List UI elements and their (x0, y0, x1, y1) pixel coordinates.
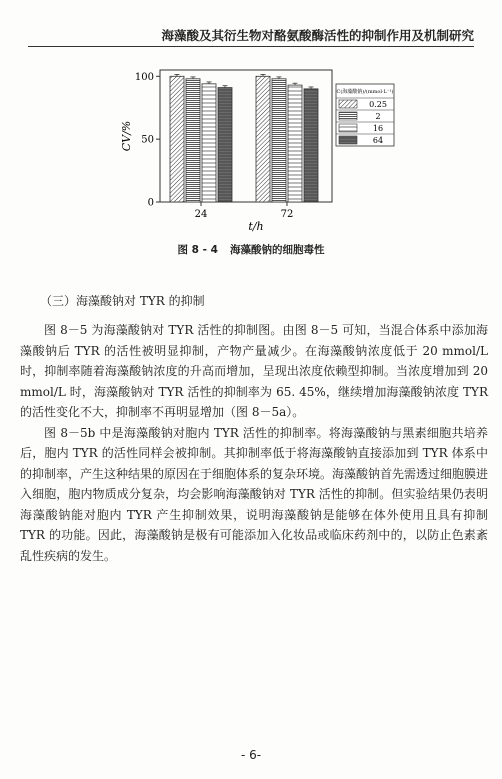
chart-legend (336, 84, 394, 146)
page-number: - 6- (240, 748, 262, 762)
bar (272, 79, 286, 202)
paragraph: 图 8－5 为海藻酸钠对 TYR 活性的抑制图。由图 8－5 可知，当混合体系中添加海藻酸钠后 TYR 的活性被明显抑制，产物产量减少。在海藻酸钠浓度低于 20 mmol/L 时，抑制率随着海藻酸钠浓度的升高而增加，呈现出浓度依赖型抑制。当浓度增加到 20 mmol/L 时，海藻酸钠对 TYR 活性的抑制率为 65. 45%，继续增加海藻酸钠浓度 TYR 的活性变化不大，抑制率不再明显增加（图 8－5a）。 (20, 323, 488, 419)
legend-swatch (339, 136, 357, 144)
bar (218, 88, 232, 202)
y-tick-label: 0 (147, 197, 154, 209)
legend-label: 2 (375, 112, 381, 121)
legend-title: C(海藻酸钠)/(mmol·L⁻¹) (336, 89, 394, 95)
y-axis-label: CV/% (120, 120, 133, 152)
x-axis-label: t/h (248, 220, 264, 233)
paragraph: 图 8－5b 中是海藻酸钠对胞内 TYR 活性的抑制率。将海藻酸钠与黑素细胞共培养后，胞内 TYR 的活性同样会被抑制。其抑制率低于将海藻酸钠直接添加到 TYR 体系中的抑制率，产生这种结果的原因在于细胞体系的复杂环境。海藻酸钠首先需透过细胞膜进入细胞，胞内物质成分复杂，均会影响海藻酸钠对 TYR 活性的抑制。但实验结果仍表明海藻酸钠能对胞内 TYR 产生抑制效果，说明海藻酸钠是能够在体外使用且具有抑制 TYR 的功能。因此，海藻酸钠是极有可能添加入化妆品或临床药剂中的，以防止色素紊乱性疾病的发生。 (20, 425, 489, 563)
x-tick-label: 24 (194, 209, 208, 220)
bar-chart-svg (110, 62, 400, 240)
y-tick-label: 100 (134, 71, 154, 83)
bar (256, 76, 270, 202)
figure-number: 图 8 - 4 (177, 244, 218, 256)
section-heading: （三）海藻酸钠对 TYR 的抑制 (40, 294, 205, 308)
header-rule (28, 46, 474, 47)
legend-label: 64 (372, 136, 384, 145)
figure-8-4-chart (110, 62, 400, 240)
figure-caption-text: 海藻酸钠的细胞毒性 (229, 244, 325, 256)
running-header: 海藻酸及其衍生物对酪氨酸酶活性的抑制作用及机制研究 (161, 28, 474, 43)
legend-label: 16 (372, 124, 384, 133)
x-tick-label: 72 (280, 209, 294, 220)
bar (288, 85, 302, 202)
bar (202, 84, 216, 202)
y-tick-label: 50 (141, 134, 154, 146)
figure-caption (0, 242, 502, 257)
legend-swatch (339, 100, 357, 108)
legend-label: 0.25 (369, 100, 387, 109)
bar (170, 76, 184, 202)
chart-bars (170, 74, 318, 202)
legend-swatch (339, 112, 357, 120)
bar (186, 79, 200, 202)
body-text (20, 320, 488, 566)
legend-swatch (339, 124, 357, 132)
bar (304, 89, 318, 202)
